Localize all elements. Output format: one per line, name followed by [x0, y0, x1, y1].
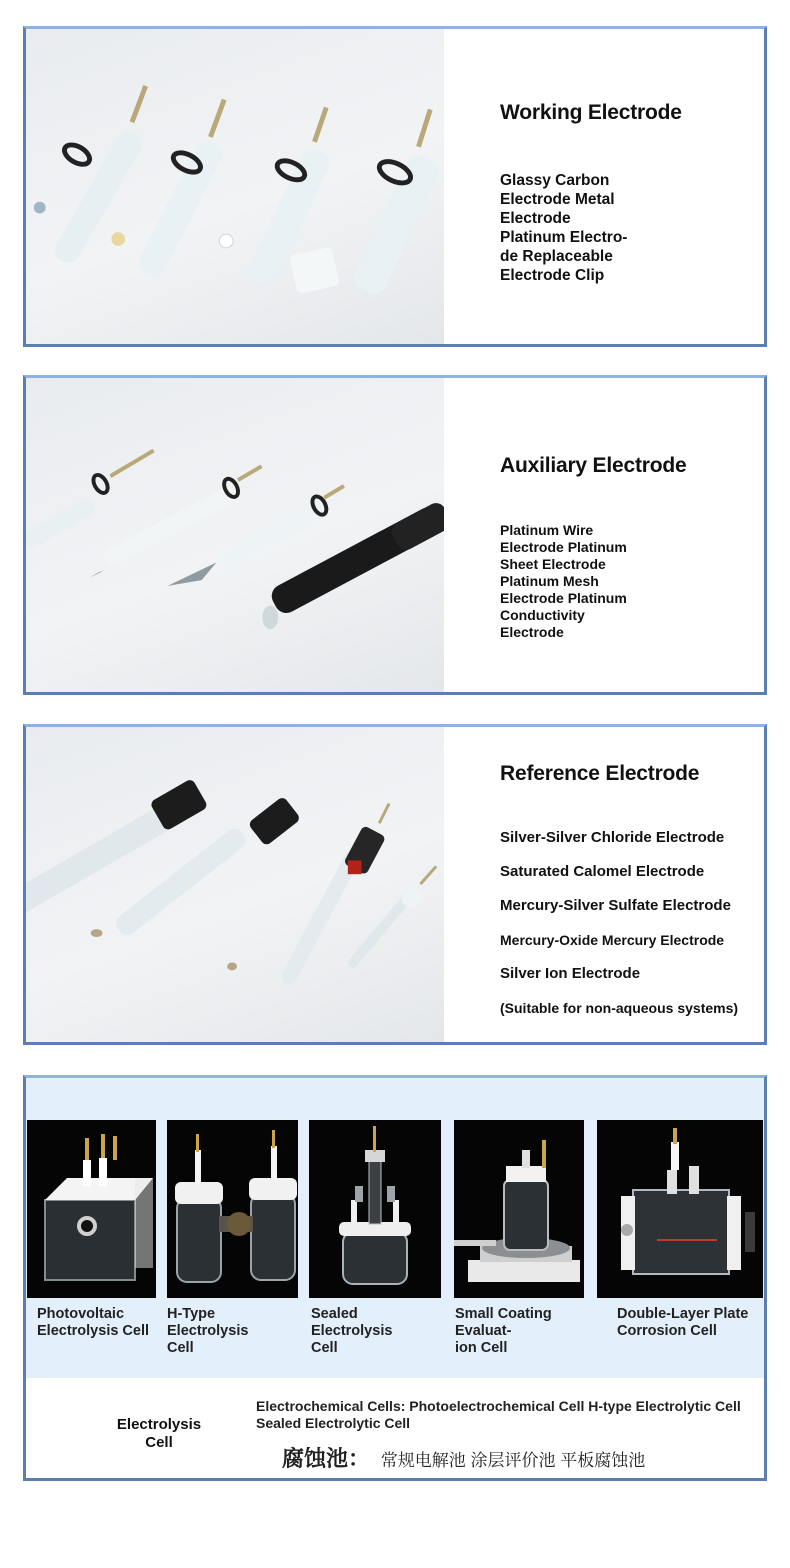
electrode-list — [500, 171, 650, 285]
cell-label — [27, 1306, 156, 1340]
photovoltaic-cell-image — [27, 1120, 156, 1298]
cell-label-line: Cell — [311, 1340, 338, 1356]
cell-label-line: Small Coating Evaluat- — [455, 1306, 552, 1339]
list-item: Glassy Carbon — [500, 172, 610, 189]
cell-label-line: Cell — [167, 1340, 194, 1356]
list-item: Electrode Platinum — [500, 590, 627, 606]
cell-card-photovoltaic — [27, 1120, 156, 1340]
corrosion-cell-types: 常规电解池 涂层评价池 平板腐蚀池 — [380, 1451, 646, 1470]
cell-photo — [309, 1120, 441, 1298]
cell-label-line: Electrolysis Cell — [37, 1323, 150, 1339]
description-line: Electrochemical Cells: Photoelectrochemical Cell H-type Electrolytic Cell — [256, 1398, 741, 1414]
coating-evaluation-cell-image — [454, 1120, 584, 1298]
list-item: Electrode Platinum — [500, 539, 627, 555]
list-item: Silver-Silver Chloride Electrode — [500, 829, 725, 846]
list-item: (Suitable for non-aqueous systems) — [500, 1000, 739, 1016]
electrolysis-cells-panel — [23, 1075, 767, 1481]
cell-card-sealed — [309, 1120, 441, 1357]
electrode-list — [500, 828, 760, 1032]
cell-label — [309, 1306, 441, 1357]
list-item: Electrode — [500, 624, 564, 640]
list-item: de Replaceable — [500, 248, 613, 265]
cell-label-line: H-Type Electrolysis — [167, 1306, 249, 1339]
caption-line: Cell — [145, 1434, 173, 1451]
panel-title: Reference Electrode — [500, 762, 700, 785]
cell-card-h-type — [167, 1120, 298, 1357]
list-item: Sheet Electrode — [500, 556, 606, 572]
cell-card-double-layer-plate — [597, 1120, 763, 1340]
electrochemical-cells-description — [256, 1398, 756, 1432]
list-item: Platinum Electro- — [500, 229, 628, 246]
list-item: Saturated Calomel Electrode — [500, 863, 705, 880]
cell-label — [597, 1306, 763, 1340]
working-electrodes-image — [26, 29, 444, 344]
reference-electrode-photo — [26, 727, 444, 1042]
auxiliary-electrode-photo — [26, 378, 444, 692]
electrode-list — [500, 522, 650, 641]
electrolysis-cell-caption — [114, 1416, 204, 1452]
list-item: Electrode — [500, 210, 571, 227]
reference-electrode-panel — [23, 724, 767, 1045]
h-type-cell-image — [167, 1120, 298, 1298]
cell-label-line: Photovoltaic — [37, 1306, 125, 1322]
corrosion-cells-line — [282, 1442, 752, 1473]
cell-label-line: ion Cell — [455, 1340, 508, 1356]
cell-photo — [167, 1120, 298, 1298]
list-item: Platinum Wire — [500, 522, 594, 538]
cell-photo — [27, 1120, 156, 1298]
cell-label-line: Double-Layer Plate — [617, 1306, 749, 1322]
double-layer-plate-cell-image — [597, 1120, 763, 1298]
description-line: Sealed Electrolytic Cell — [256, 1415, 411, 1431]
panel-title: Working Electrode — [500, 101, 682, 124]
list-item: Electrode Metal — [500, 191, 615, 208]
auxiliary-electrodes-image — [26, 378, 444, 692]
corrosion-cell-label: 腐蚀池： — [282, 1446, 371, 1471]
list-item: Mercury-Silver Sulfate Electrode — [500, 897, 731, 914]
cell-photo — [454, 1120, 584, 1298]
cell-label — [167, 1306, 298, 1357]
cell-label — [445, 1306, 584, 1357]
cell-label-line: Corrosion Cell — [617, 1323, 717, 1339]
cell-photo — [597, 1120, 763, 1298]
cell-label-line: Sealed Electrolysis — [311, 1306, 393, 1339]
working-electrode-photo — [26, 29, 444, 344]
sealed-cell-image — [309, 1120, 441, 1298]
cell-card-coating-evaluation — [454, 1120, 584, 1357]
caption-line: Electrolysis — [116, 1416, 202, 1433]
panel-title: Auxiliary Electrode — [500, 454, 687, 477]
list-item: Silver Ion Electrode — [500, 965, 641, 982]
list-item: Platinum Mesh — [500, 573, 599, 589]
list-item: Mercury-Oxide Mercury Electrode — [500, 932, 725, 948]
list-item: Conductivity — [500, 607, 585, 623]
working-electrode-panel — [23, 26, 767, 347]
auxiliary-electrode-panel — [23, 375, 767, 695]
list-item: Electrode Clip — [500, 267, 605, 284]
reference-electrodes-image — [26, 727, 444, 1042]
